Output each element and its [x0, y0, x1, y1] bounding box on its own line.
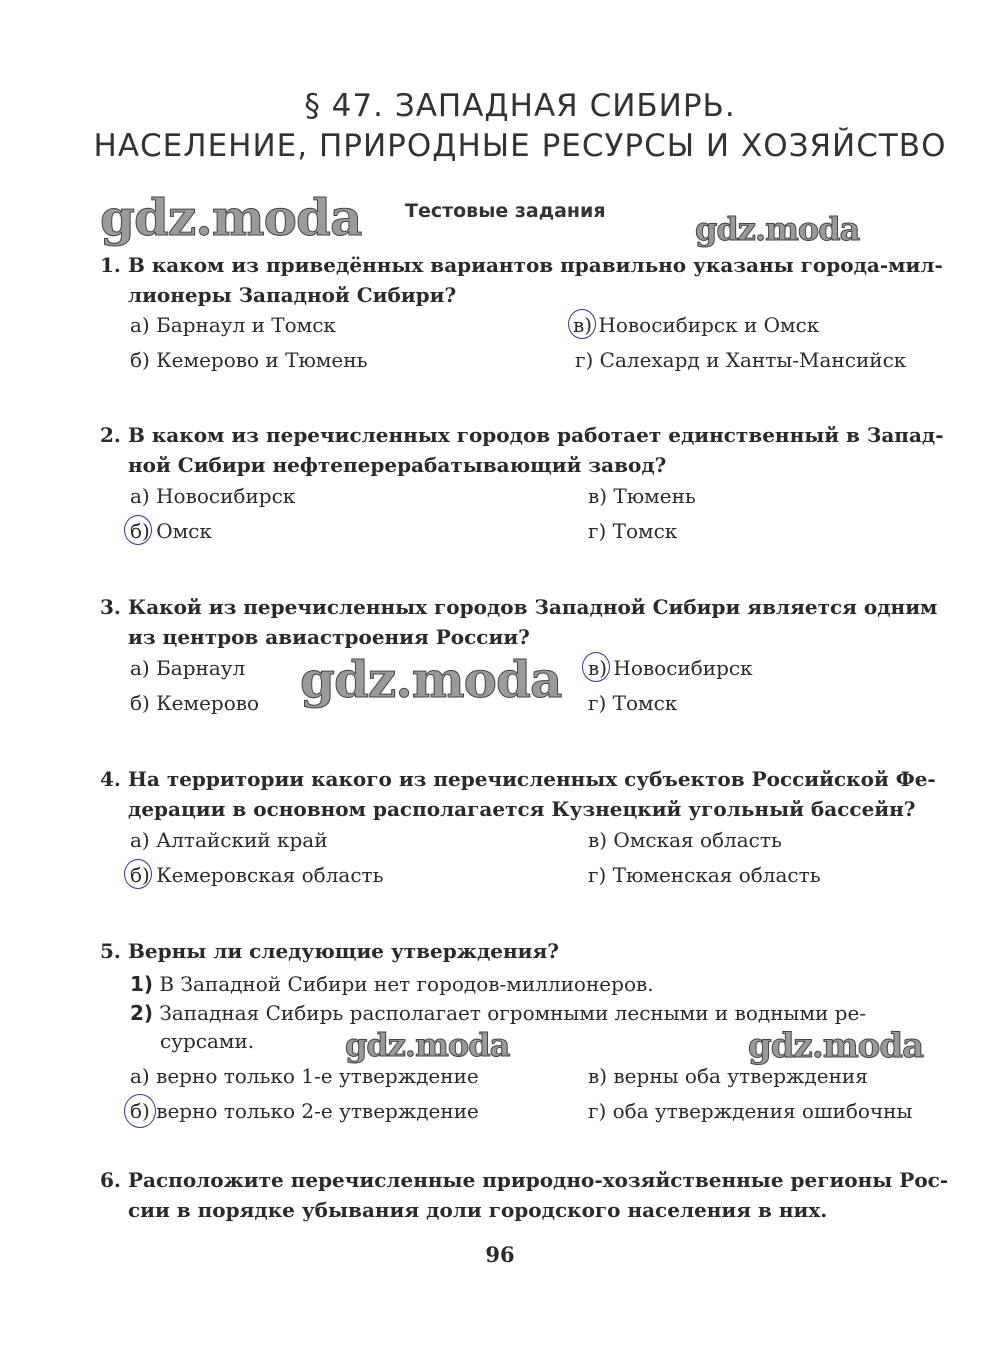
option-b: б) Кемеровская область: [130, 863, 384, 887]
answer-circle-mark: [568, 309, 596, 339]
option-a: а) верно только 1-е утверждение: [130, 1064, 479, 1088]
question-text: На территории какого из перечисленных субъектов Российской Фе-: [128, 767, 936, 791]
statement-number: 1): [130, 972, 154, 996]
watermark: gdz.moda: [695, 210, 860, 248]
test-tasks-heading: Тестовые задания: [405, 200, 606, 222]
statement-number: 2): [130, 1001, 154, 1025]
watermark: gdz.moda: [345, 1026, 510, 1064]
question-text: лионеры Западной Сибири?: [128, 283, 457, 307]
option-a: а) Барнаул и Томск: [130, 313, 336, 337]
question-5: [100, 936, 950, 966]
question-number: 1.: [100, 253, 121, 277]
question-text: Какой из перечисленных городов Западной Сибири является одним: [128, 595, 938, 619]
answer-circle-mark: [124, 859, 152, 889]
question-text: Расположите перечисленные природно-хозяйственные регионы Рос-: [128, 1168, 949, 1192]
section-subtitle: НАСЕЛЕНИЕ, ПРИРОДНЫЕ РЕСУРСЫ И ХОЗЯЙСТВО: [93, 128, 947, 164]
option-g: г) оба утверждения ошибочны: [588, 1099, 913, 1123]
option-v: в) верны оба утверждения: [588, 1064, 868, 1088]
question-4: [100, 764, 950, 824]
statement-text: Западная Сибирь располагает огромными лесными и водными ре-: [159, 1001, 867, 1025]
option-a: а) Барнаул: [130, 656, 246, 680]
option-a: а) Новосибирск: [130, 484, 296, 508]
answer-circle-mark: [124, 515, 152, 545]
option-b: б) верно только 2-е утверждение: [130, 1099, 479, 1123]
answer-circle-mark: [124, 1094, 156, 1128]
section-title: § 47. ЗАПАДНАЯ СИБИРЬ.: [304, 88, 736, 124]
option-v: в) Тюмень: [588, 484, 696, 508]
question-text: ной Сибири нефтеперерабатывающий завод?: [128, 453, 667, 477]
question-text: сии в порядке убывания доли городского населения в них.: [128, 1198, 828, 1222]
question-3: [100, 592, 950, 652]
question-number: 4.: [100, 767, 121, 791]
option-g: г) Томск: [588, 519, 678, 543]
watermark: gdz.moda: [748, 1026, 924, 1066]
question-text: Верны ли следующие утверждения?: [128, 939, 559, 963]
question-number: 6.: [100, 1168, 121, 1192]
option-g: г) Салехард и Ханты-Мансийск: [575, 348, 907, 372]
statement-text: В Западной Сибири нет городов-миллионеров.: [159, 972, 654, 996]
answer-circle-mark: [582, 652, 610, 682]
page-number: 96: [485, 1242, 515, 1267]
statement-1: [130, 970, 654, 998]
question-1: [100, 250, 950, 310]
option-b: б) Омск: [130, 519, 212, 543]
option-v: в) Новосибирск и Омск: [573, 313, 820, 337]
question-number: 2.: [100, 423, 121, 447]
question-number: 3.: [100, 595, 121, 619]
question-number: 5.: [100, 939, 121, 963]
question-text: из центров авиастроения России?: [128, 625, 530, 649]
question-text: дерации в основном располагается Кузнецкий угольный бассейн?: [128, 797, 916, 821]
question-2: [100, 420, 950, 480]
question-text: В каком из перечисленных городов работает единственный в Запад-: [128, 423, 944, 447]
statement-2-continued: сурсами.: [160, 1029, 255, 1053]
option-a: а) Алтайский край: [130, 828, 328, 852]
option-b: б) Кемерово: [130, 691, 260, 715]
question-text: В каком из приведённых вариантов правильно указаны города-мил-: [128, 253, 943, 277]
watermark: gdz.moda: [300, 650, 562, 709]
question-6: [100, 1165, 950, 1225]
watermark: gdz.moda: [100, 188, 362, 247]
option-v: в) Омская область: [588, 828, 782, 852]
option-g: г) Томск: [588, 691, 678, 715]
option-g: г) Тюменская область: [588, 863, 821, 887]
option-v: в) Новосибирск: [588, 656, 753, 680]
statement-2: [130, 999, 866, 1027]
option-b: б) Кемерово и Тюмень: [130, 348, 368, 372]
